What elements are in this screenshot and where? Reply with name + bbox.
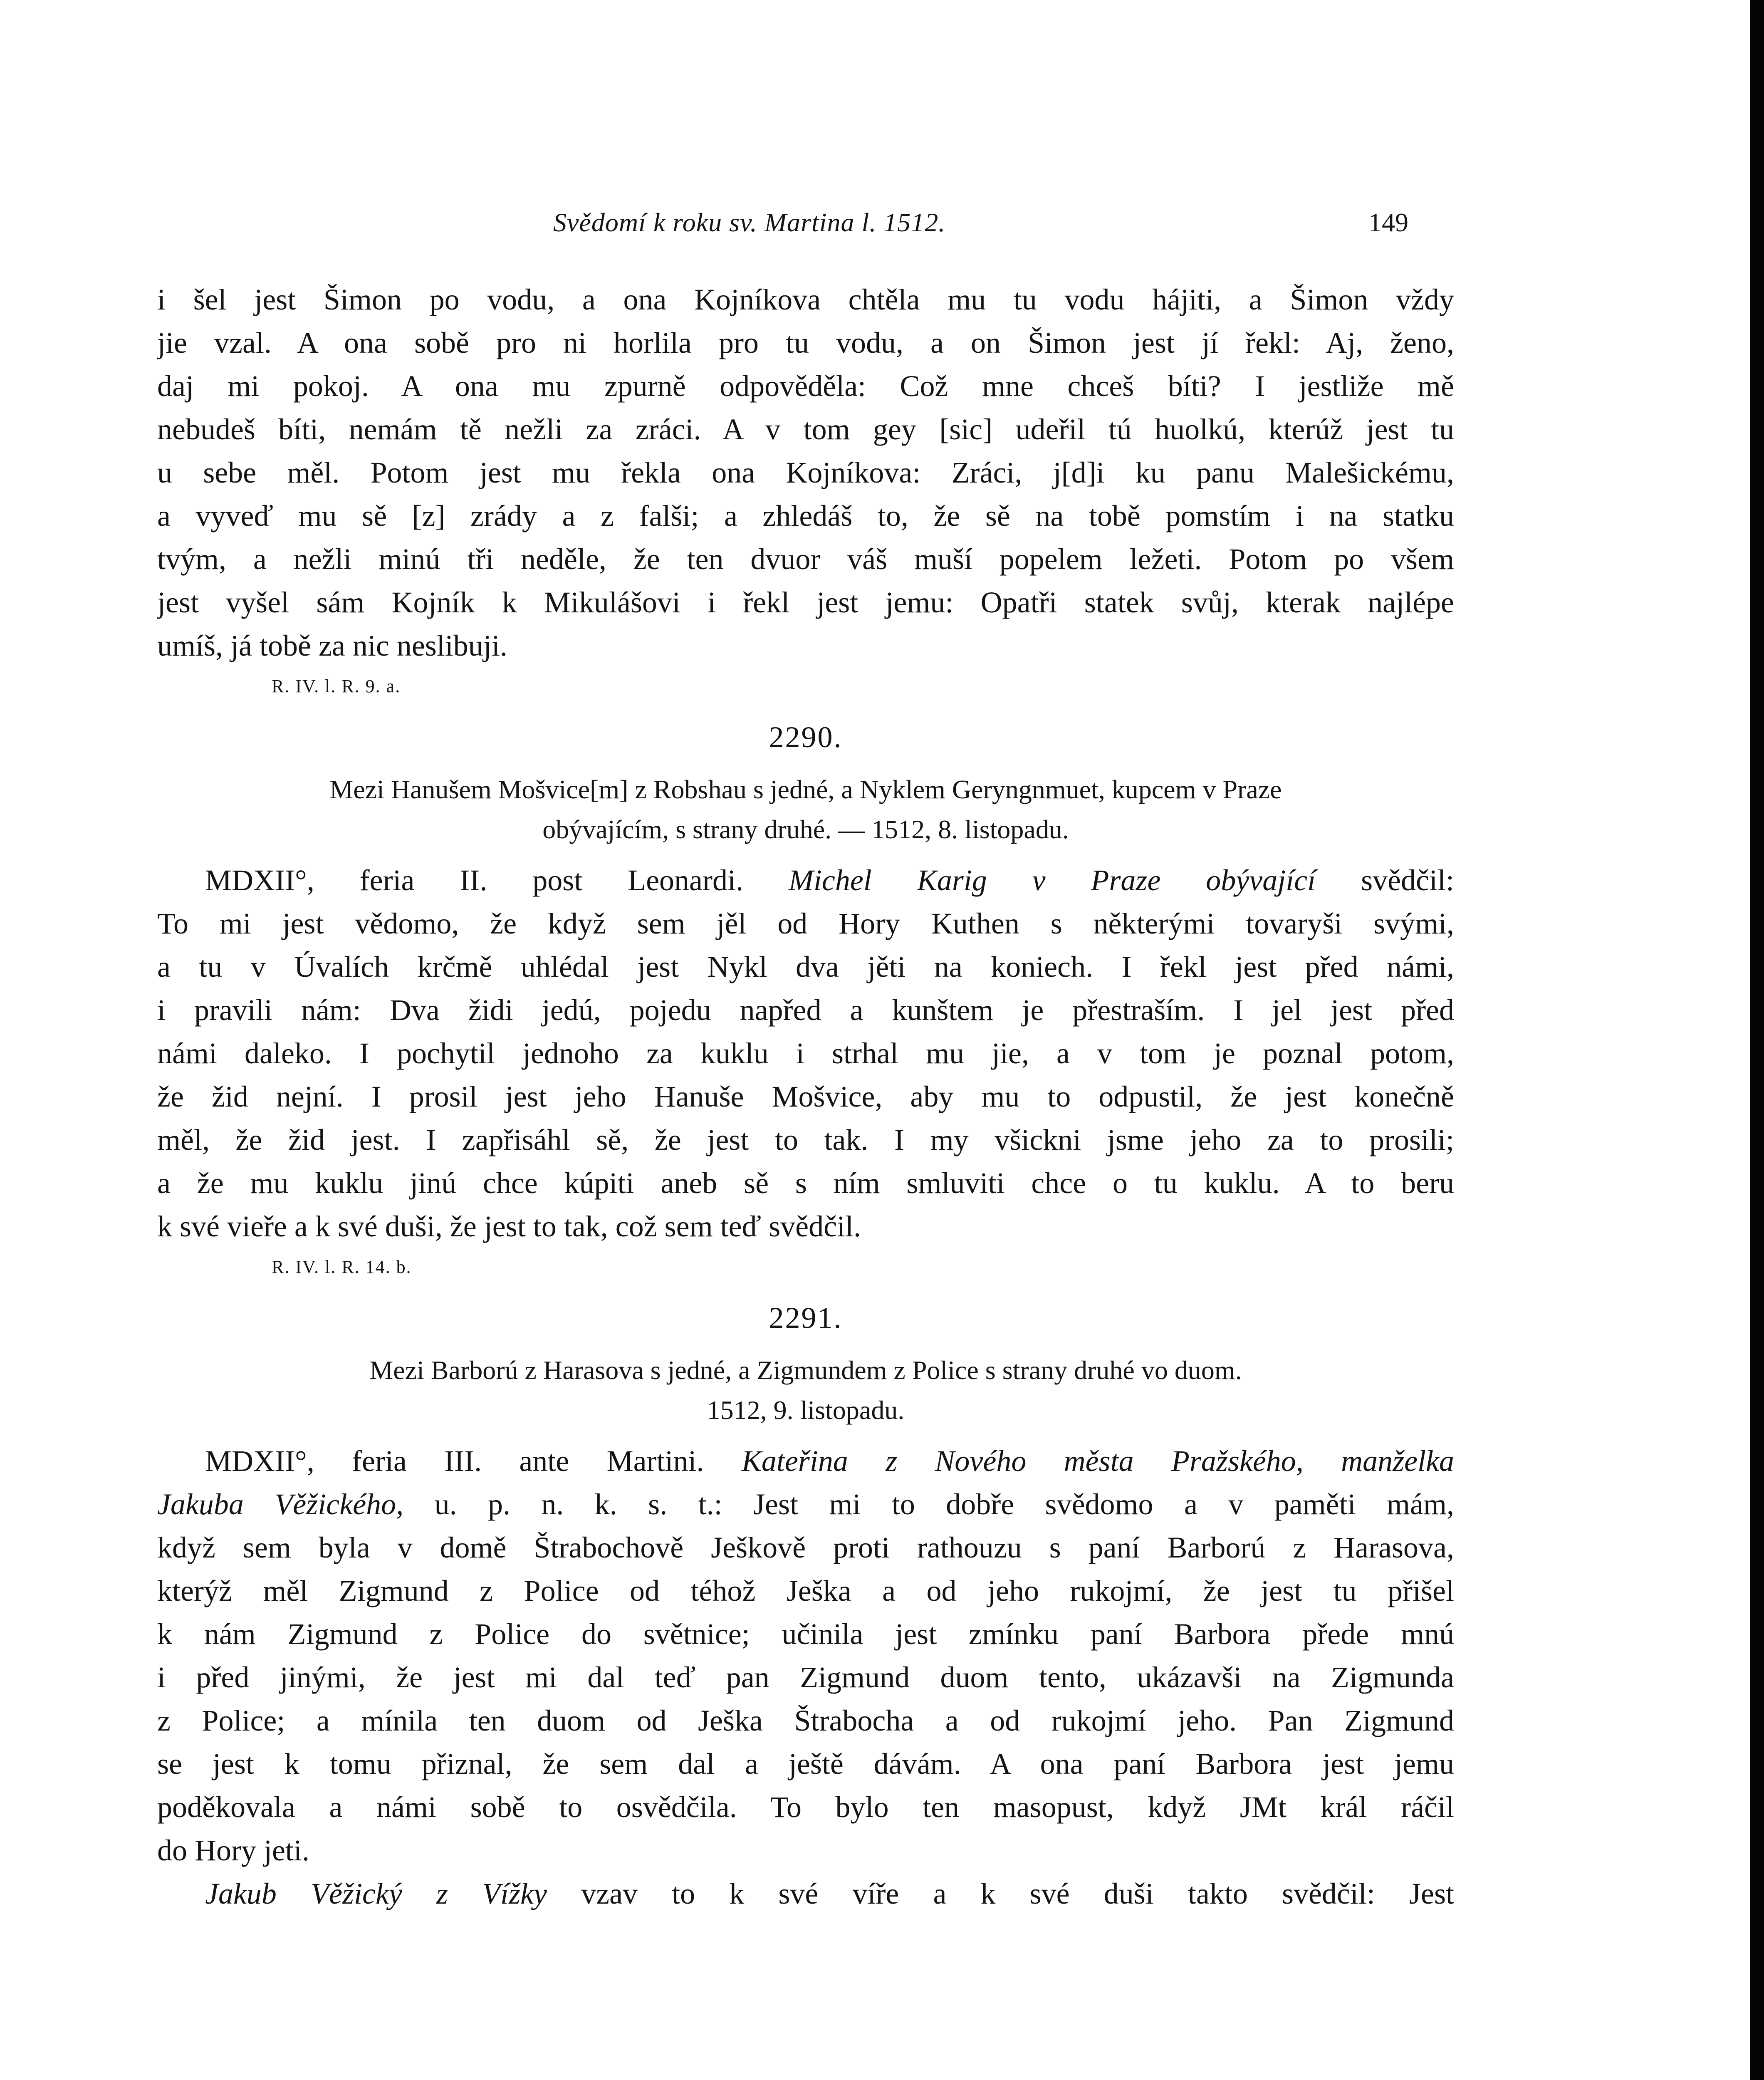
text-line: To mi jest vědomo, že když sem jěl od Hory Kuthen s některými tovaryši svými, [157, 907, 1454, 940]
text-line: a tu v Úvalích krčmě uhlédal jest Nykl dva jěti na koniech. I řekl jest před námi, [157, 950, 1454, 983]
text-line: a vyveď mu sě [z] zrády a z falši; a zhledáš to, že sě na tobě pomstím i na statku [157, 499, 1454, 532]
text-line: do Hory jeti. [157, 1834, 309, 1867]
date-formula: MDXII°, feria III. ante Martini. [205, 1444, 704, 1478]
text-line: a že mu kuklu jinú chce kúpiti aneb sě s ním smluviti chce o tu kuklu. A to beru [157, 1166, 1454, 1200]
text-line: u sebe měl. Potom jest mu řekla ona Kojníkova: Zráci, j[d]i ku panu Malešickému, [157, 456, 1454, 489]
text-line: jest vyšel sám Kojník k Mikulášovi i řekl jest jemu: Opatři statek svůj, kterak najlépe [157, 586, 1454, 619]
witness-name: Jakuba Věžického, [157, 1488, 404, 1521]
text-line [157, 1872, 1454, 1915]
text-line: námi daleko. I pochytil jednoho za kuklu i strhal mu jie, a v tom je poznal potom, [157, 1037, 1454, 1070]
entry-opening-line [157, 859, 1454, 902]
text-line: když sem byla v domě Štrabochově Ješkově proti rathouzu s paní Barború z Harasova, [157, 1531, 1454, 1564]
date-formula: MDXII°, feria II. post Leonardi. [205, 864, 743, 897]
text-line: že žid nejní. I prosil jest jeho Hanuše Mošvice, aby mu to odpustil, že jest konečně [157, 1080, 1454, 1113]
opening-tail: svědčil: [1361, 864, 1454, 897]
entry-heading-line: obývajícím, s strany druhé. — 1512, 8. listopadu. [542, 815, 1069, 844]
entry-number: 2290. [769, 721, 843, 754]
witness-name: Kateřina z Nového města Pražského, manželka [741, 1444, 1454, 1478]
page-number: 149 [1368, 208, 1408, 237]
line-tail: u. p. n. k. s. t.: Jest mi to dobře svědomo a v paměti mám, [434, 1488, 1454, 1521]
witness-name: Jakub Věžický z Vížky [205, 1877, 547, 1910]
text-line: poděkovala a námi sobě to osvědčila. To bylo ten masopust, když JMt král ráčil [157, 1790, 1454, 1824]
text-line [157, 1483, 1454, 1526]
entry-opening-line [157, 1439, 1454, 1483]
text-line: k své vieře a k své duši, že jest to tak, což sem teď svědčil. [157, 1210, 861, 1243]
text-line: umíš, já tobě za nic neslibuji. [157, 629, 507, 662]
entry-heading-line: Mezi Barború z Harasova s jedné, a Zigmundem z Police s strany druhé vo duom. [369, 1355, 1242, 1385]
archive-signature: R. IV. l. R. 14. b. [272, 1257, 412, 1277]
running-title: Svědomí k roku sv. Martina l. 1512. [553, 208, 946, 237]
entry-number: 2291. [769, 1301, 843, 1335]
scan-edge-right [1750, 0, 1764, 2080]
text-line: tvým, a nežli minú tři neděle, že ten dvuor váš muší popelem ležeti. Potom po všem [157, 542, 1454, 576]
text-line: daj mi pokoj. A ona mu zpurně odpověděla: Což mne chceš bíti? I jestliže mě [157, 369, 1454, 403]
text-line: nebudeš bíti, nemám tě nežli za zráci. A v tom gey [sic] udeřil tú huolkú, kterúž jest tu [157, 413, 1454, 446]
page-body [157, 278, 1454, 1915]
text-line: i před jinými, že jest mi dal teď pan Zigmund duom tento, ukázavši na Zigmunda [157, 1661, 1454, 1694]
text-line: k nám Zigmund z Police do světnice; učinila jest zmínku paní Barbora přede mnú [157, 1617, 1454, 1651]
line-tail: vzav to k své víře a k své duši takto svědčil: Jest [581, 1877, 1454, 1910]
text-line: i šel jest Šimon po vodu, a ona Kojníkova chtěla mu tu vodu hájiti, a Šimon vždy [157, 283, 1454, 316]
text-line: se jest k tomu přiznal, že sem dal a ještě dávám. A ona paní Barbora jest jemu [157, 1747, 1454, 1780]
page-header [0, 204, 1764, 241]
text-line: i pravili nám: Dva židi jedú, pojedu napřed a kunštem je přestraším. I jel jest před [157, 993, 1454, 1027]
text-line: z Police; a mínila ten duom od Ješka Štrabocha a od rukojmí jeho. Pan Zigmund [157, 1704, 1454, 1737]
text-line: jie vzal. A ona sobě pro ni horlila pro tu vodu, a on Šimon jest jí řekl: Aj, ženo, [157, 326, 1454, 359]
archive-signature: R. IV. l. R. 9. a. [272, 676, 401, 696]
text-line: kterýž měl Zigmund z Police od téhož Ješka a od jeho rukojmí, že jest tu přišel [157, 1574, 1454, 1607]
entry-heading-line: 1512, 9. listopadu. [707, 1395, 905, 1425]
text-line: měl, že žid jest. I zapřisáhl sě, že jest to tak. I my všickni jsme jeho za to prosili; [157, 1123, 1454, 1156]
entry-heading-line: Mezi Hanušem Mošvice[m] z Robshau s jedné, a Nyklem Geryngnmuet, kupcem v Praze [329, 775, 1282, 804]
witness-name: Michel Karig v Praze obývající [788, 864, 1316, 897]
